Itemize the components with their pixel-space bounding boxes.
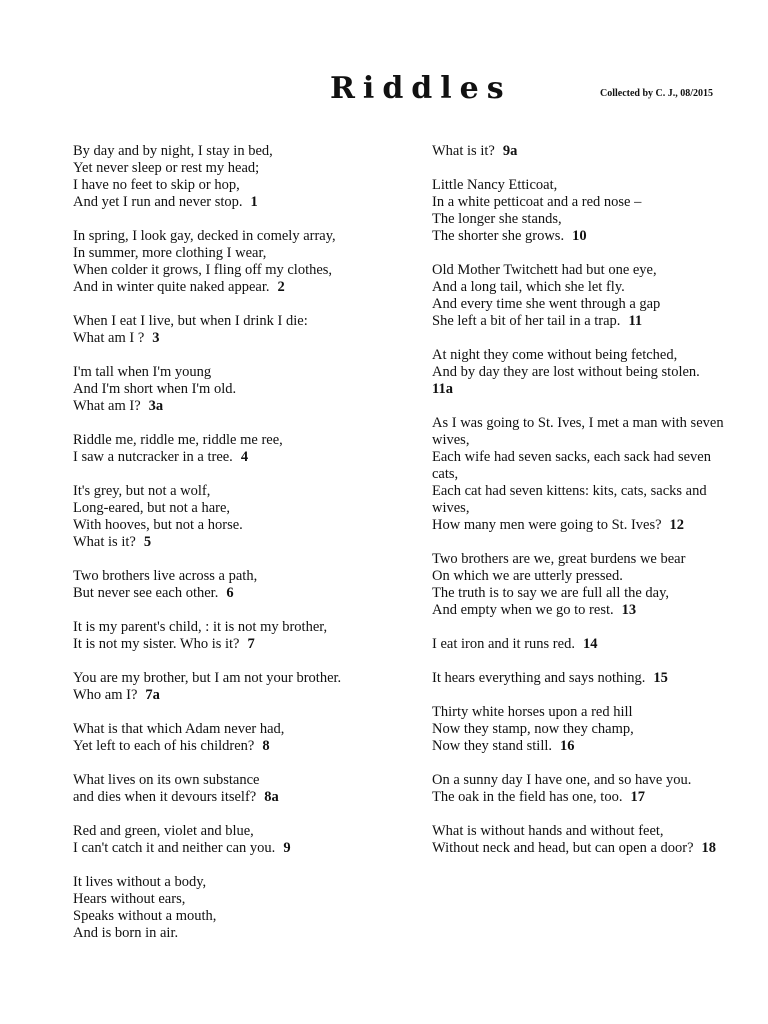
riddle-block (73, 143, 403, 211)
riddle-line (73, 772, 403, 789)
riddle-line (73, 364, 403, 381)
riddle-block (432, 143, 758, 160)
riddle-text: Each cat had seven kittens: kits, cats, sacks and (432, 483, 707, 499)
riddle-text: Riddle me, riddle me, riddle me ree, (73, 432, 283, 448)
riddle-text: Red and green, violet and blue, (73, 823, 254, 839)
riddle-line (73, 619, 403, 636)
riddle-text: It hears everything and says nothing. (432, 670, 646, 686)
riddle-block (432, 415, 758, 534)
riddle-number: 8 (262, 738, 270, 754)
riddle-line (73, 687, 403, 704)
riddle-line (432, 636, 758, 653)
riddle-number: 3a (148, 398, 164, 414)
riddle-line (73, 534, 403, 551)
riddle-text: She left a bit of her tail in a trap. (432, 313, 621, 329)
riddle-text: And in winter quite naked appear. (73, 279, 270, 295)
riddle-line (432, 823, 758, 840)
riddle-block (432, 347, 758, 398)
riddle-text: Speaks without a mouth, (73, 908, 217, 924)
right-column (432, 143, 758, 874)
riddle-text: I can't catch it and neither can you. (73, 840, 276, 856)
riddle-line (73, 823, 403, 840)
riddle-line (73, 432, 403, 449)
riddle-text: Now they stand still. (432, 738, 553, 754)
riddle-line (432, 551, 758, 568)
riddle-line (432, 381, 758, 398)
riddle-line (73, 398, 403, 415)
riddle-text: Thirty white horses upon a red hill (432, 704, 633, 720)
riddle-block (432, 551, 758, 619)
riddle-number: 9a (502, 143, 518, 159)
riddle-line (432, 279, 758, 296)
riddle-line (432, 347, 758, 364)
riddle-line (432, 364, 758, 381)
riddle-text: With hooves, but not a horse. (73, 517, 243, 533)
riddle-text: In summer, more clothing I wear, (73, 245, 267, 261)
riddle-number: 15 (653, 670, 668, 686)
riddle-text: You are my brother, but I am not your brother. (73, 670, 342, 686)
riddle-block (73, 364, 403, 415)
riddle-text: It is my parent's child, : it is not my brother, (73, 619, 328, 635)
riddle-text: I'm tall when I'm young (73, 364, 212, 380)
riddle-text: Each wife had seven sacks, each sack had seven (432, 449, 711, 465)
riddle-number: 2 (277, 279, 285, 295)
riddle-text: At night they come without being fetched, (432, 347, 678, 363)
riddle-text: It's grey, but not a wolf, (73, 483, 211, 499)
riddle-line (432, 211, 758, 228)
riddle-block (432, 772, 758, 806)
riddle-block (73, 568, 403, 602)
riddle-number: 14 (582, 636, 598, 652)
riddle-line (73, 636, 403, 653)
riddle-line (73, 245, 403, 262)
riddle-text: Yet left to each of his children? (73, 738, 255, 754)
riddle-text: Now they stamp, now they champ, (432, 721, 634, 737)
riddle-line (432, 143, 758, 160)
riddle-number: 6 (226, 585, 234, 601)
riddle-line (432, 262, 758, 279)
riddle-text: What is it? (432, 143, 495, 159)
riddle-line (73, 908, 403, 925)
riddle-text: What am I? (73, 398, 141, 414)
riddle-text: I eat iron and it runs red. (432, 636, 575, 652)
left-column (73, 143, 403, 959)
riddle-number: 5 (143, 534, 152, 550)
riddle-line (432, 194, 758, 211)
riddle-block (73, 670, 403, 704)
riddle-line (432, 177, 758, 194)
riddle-line (432, 500, 758, 517)
page-title: Riddles (330, 71, 512, 106)
riddle-text: What is without hands and without feet, (432, 823, 664, 839)
riddle-text: Old Mother Twitchett had but one eye, (432, 262, 657, 278)
riddle-block (432, 704, 758, 755)
riddle-line (73, 500, 403, 517)
riddle-line (73, 874, 403, 891)
riddle-text: And a long tail, which she let fly. (432, 279, 625, 295)
riddle-text: Hears without ears, (73, 891, 186, 907)
riddle-text: wives, (432, 432, 470, 448)
riddle-line (432, 466, 758, 483)
riddle-text: Two brothers live across a path, (73, 568, 258, 584)
riddle-line (432, 313, 758, 330)
riddle-block (73, 721, 403, 755)
riddle-number: 4 (240, 449, 249, 465)
riddle-text: Who am I? (73, 687, 138, 703)
riddle-block (73, 619, 403, 653)
riddle-number: 7a (145, 687, 160, 703)
riddle-text: Without neck and head, but can open a door? (432, 840, 694, 856)
riddle-number: 9 (283, 840, 291, 856)
riddle-line (73, 449, 403, 466)
riddle-number: 11a (432, 381, 453, 397)
riddle-text: It is not my sister. Who is it? (73, 636, 240, 652)
riddle-text: In spring, I look gay, decked in comely array, (73, 228, 336, 244)
riddle-number: 18 (701, 840, 717, 856)
riddle-number: 8a (264, 789, 279, 805)
riddle-line (73, 262, 403, 279)
riddle-text: What is it? (73, 534, 136, 550)
riddle-number: 13 (621, 602, 637, 618)
riddle-line (432, 840, 758, 857)
riddle-block (73, 874, 403, 942)
riddle-line (432, 296, 758, 313)
riddle-line (73, 330, 403, 347)
riddle-block (432, 177, 758, 245)
riddle-text: And by day they are lost without being stolen. (432, 364, 700, 380)
riddle-number: 10 (572, 228, 587, 244)
riddle-line (432, 568, 758, 585)
riddle-number: 11 (628, 313, 643, 329)
riddle-text: What is that which Adam never had, (73, 721, 285, 737)
riddle-line (432, 772, 758, 789)
riddle-line (73, 483, 403, 500)
riddle-block (73, 823, 403, 857)
riddle-number: 17 (630, 789, 645, 805)
riddle-line (73, 279, 403, 296)
riddle-number: 1 (250, 194, 258, 210)
riddle-block (432, 636, 758, 653)
riddle-line (432, 432, 758, 449)
riddle-line (432, 585, 758, 602)
riddle-line (73, 143, 403, 160)
riddle-line (73, 789, 403, 806)
riddle-number: 12 (669, 517, 685, 533)
riddle-text: By day and by night, I stay in bed, (73, 143, 273, 159)
riddle-line (432, 670, 758, 687)
riddle-line (432, 789, 758, 806)
riddle-line (73, 670, 403, 687)
riddle-text: Long-eared, but not a hare, (73, 500, 231, 516)
riddle-line (432, 704, 758, 721)
riddle-line (432, 228, 758, 245)
riddle-line (73, 585, 403, 602)
riddle-line (73, 160, 403, 177)
riddle-text: What am I ? (73, 330, 145, 346)
riddle-text: wives, (432, 500, 470, 516)
riddle-line (73, 721, 403, 738)
riddle-block (73, 432, 403, 466)
riddle-text: And I'm short when I'm old. (73, 381, 237, 397)
riddle-text: I have no feet to skip or hop, (73, 177, 240, 193)
riddle-line (432, 517, 758, 534)
riddle-line (432, 602, 758, 619)
riddle-block (73, 772, 403, 806)
riddle-text: It lives without a body, (73, 874, 207, 890)
riddle-text: On a sunny day I have one, and so have you. (432, 772, 692, 788)
riddle-text: In a white petticoat and a red nose – (432, 194, 642, 210)
riddle-text: But never see each other. (73, 585, 219, 601)
riddle-text: Yet never sleep or rest my head; (73, 160, 260, 176)
riddle-line (432, 483, 758, 500)
riddle-text: When colder it grows, I fling off my clothes, (73, 262, 333, 278)
riddle-line (73, 228, 403, 245)
riddle-line (73, 313, 403, 330)
riddle-text: As I was going to St. Ives, I met a man with seven (432, 415, 724, 431)
riddle-number: 7 (247, 636, 255, 652)
riddle-text: How many men were going to St. Ives? (432, 517, 662, 533)
riddle-block (432, 262, 758, 330)
riddle-text: The longer she stands, (432, 211, 562, 227)
riddle-text: And every time she went through a gap (432, 296, 661, 312)
riddle-text: On which we are utterly pressed. (432, 568, 623, 584)
riddle-line (432, 721, 758, 738)
riddle-number: 3 (152, 330, 160, 346)
riddle-block (432, 823, 758, 857)
riddle-text: And yet I run and never stop. (73, 194, 243, 210)
riddle-number: 16 (560, 738, 575, 754)
riddle-line (73, 891, 403, 908)
riddle-block (73, 483, 403, 551)
riddle-line (432, 738, 758, 755)
riddle-line (432, 449, 758, 466)
riddle-line (73, 925, 403, 942)
riddle-line (432, 415, 758, 432)
riddle-text: The truth is to say we are full all the day, (432, 585, 670, 601)
riddle-line (73, 177, 403, 194)
riddle-text: and dies when it devours itself? (73, 789, 257, 805)
riddle-block (73, 313, 403, 347)
riddle-block (432, 670, 758, 687)
riddle-line (73, 517, 403, 534)
riddle-text: cats, (432, 466, 459, 482)
riddle-text: Little Nancy Etticoat, (432, 177, 558, 193)
riddle-text: When I eat I live, but when I drink I die: (73, 313, 308, 329)
riddle-text: The shorter she grows. (432, 228, 565, 244)
riddle-block (73, 228, 403, 296)
riddle-line (73, 381, 403, 398)
riddle-line (73, 840, 403, 857)
riddle-line (73, 738, 403, 755)
riddle-text: I saw a nutcracker in a tree. (73, 449, 233, 465)
riddle-text: And empty when we go to rest. (432, 602, 614, 618)
riddle-line (73, 194, 403, 211)
credit-line: Collected by C. J., 08/2015 (600, 88, 714, 99)
riddle-line (73, 568, 403, 585)
riddle-text: The oak in the field has one, too. (432, 789, 623, 805)
riddle-text: And is born in air. (73, 925, 179, 941)
riddle-text: Two brothers are we, great burdens we bear (432, 551, 686, 567)
riddle-text: What lives on its own substance (73, 772, 260, 788)
